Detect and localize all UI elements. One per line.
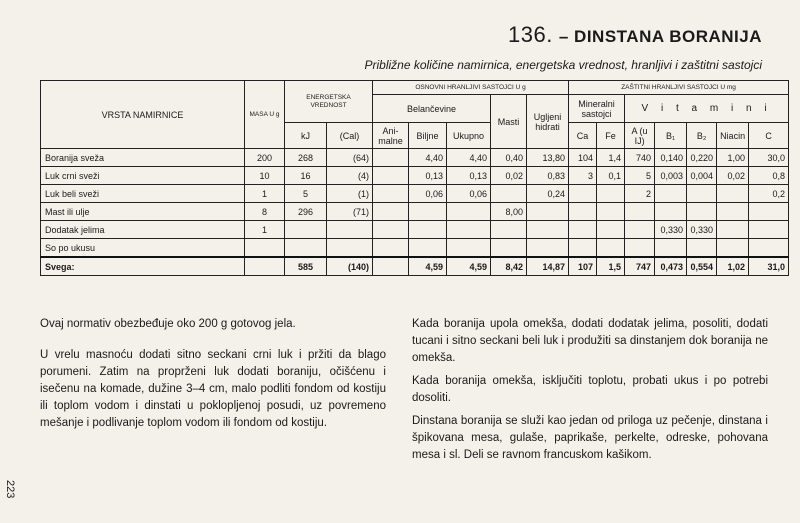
normative-note: Ovaj normativ obezbeđuje oko 200 g gotovog jela. [40,318,296,330]
cell-carbs: 0,24 [527,185,569,203]
cell-mass: 200 [245,149,285,167]
cell-b1 [655,203,687,221]
cell-vit-a: 740 [625,149,655,167]
cell-ca [569,203,597,221]
cell-b1: 0,140 [655,149,687,167]
cell-b2: 0,554 [687,257,717,276]
header-vit-a: A (u IJ) [625,123,655,149]
cell-carbs [527,203,569,221]
cell-vit-a [625,239,655,258]
cell-mass [245,257,285,276]
table-row [41,239,789,258]
header-ca: Ca [569,123,597,149]
header-energy: ENERGETSKA VREDNOST [285,81,373,123]
cell-carbs: 0,83 [527,167,569,185]
preparation-paragraph: U vrelu masnoću dodati sitno seckani crni luk i pržiti da blago porumeni. Zatim na proprženi luk dodati boraniju, očišćenu i isečenu na komade, dužine 3–4 cm, malo podliti fondom od kostiju ili toplom vodom i dinstati u poklopljenoj posudi, uz povremeno mešanje i podlivanje toplom vodom ili fondom od kostiju. [40,349,386,429]
cell-plant: 0,13 [409,167,447,185]
cell-name: Luk beli sveži [41,185,245,203]
cell-cal: (64) [327,149,373,167]
header-ingredient: VRSTA NAMIRNICE [41,81,245,149]
header-total: Ukupno [447,123,491,149]
cell-fe: 1,5 [597,257,625,276]
cell-niacin: 0,02 [717,167,749,185]
cell-cal [327,221,373,239]
cell-b2 [687,185,717,203]
recipe-number: 136. [508,22,553,47]
table-row [41,221,789,239]
table-row [41,185,789,203]
cell-plant: 4,40 [409,149,447,167]
cell-b1: 0,473 [655,257,687,276]
cell-ca: 107 [569,257,597,276]
cell-mass: 1 [245,221,285,239]
cell-niacin: 1,00 [717,149,749,167]
cell-fats [491,239,527,258]
header-minerals: Mineralni sastojci [569,95,625,123]
cell-animal [373,203,409,221]
cell-fe [597,185,625,203]
cell-b1 [655,185,687,203]
cell-fats: 8,00 [491,203,527,221]
cell-fats [491,221,527,239]
paragraph-2: Kada boranija omekša, isključiti toplotu, probati ukus i po potrebi dosoliti. [412,375,768,404]
table-row [41,203,789,221]
cell-total [447,239,491,258]
cell-vit-a: 5 [625,167,655,185]
cell-carbs: 14,87 [527,257,569,276]
cell-vit-c: 31,0 [749,257,789,276]
table-row [41,167,789,185]
recipe-name: – DINSTANA BORANIJA [558,27,762,46]
paragraph-3: Dinstana boranija se služi kao jedan od priloga uz pečenje, dinstana i špikovana mesa, gulaše, paprikaše, perkelte, odreske, pohovana mesa i sl. Deli se ravnom francuskom kašikom. [412,415,768,461]
cell-plant: 4,59 [409,257,447,276]
header-plant: Biljne [409,123,447,149]
cell-total: 4,40 [447,149,491,167]
cell-vit-c [749,239,789,258]
cell-name: Boranija sveža [41,149,245,167]
right-text-column [412,316,768,470]
cell-vit-a [625,221,655,239]
header-mass: MASA U g [245,81,285,149]
cell-cal: (140) [327,257,373,276]
header-protective-nutrients: ZAŠTITNI HRANLJIVI SASTOJCI U mg [569,81,789,95]
cell-niacin: 1,02 [717,257,749,276]
cell-carbs [527,221,569,239]
cell-kj: 585 [285,257,327,276]
cell-total [447,203,491,221]
cell-name: So po ukusu [41,239,245,258]
header-basic-nutrients: OSNOVNI HRANLJIVI SASTOJCI U g [373,81,569,95]
cell-fe: 0,1 [597,167,625,185]
cell-plant: 0,06 [409,185,447,203]
cell-plant [409,221,447,239]
cell-fats: 0,40 [491,149,527,167]
cell-total [447,221,491,239]
cell-animal [373,239,409,258]
header-fe: Fe [597,123,625,149]
nutrition-table [40,80,789,276]
header-carbs: Ugljeni hidrati [527,95,569,149]
cell-b2: 0,220 [687,149,717,167]
header-kj: kJ [285,123,327,149]
cell-mass [245,239,285,258]
cell-vit-c: 0,8 [749,167,789,185]
cell-cal: (1) [327,185,373,203]
cell-fe [597,203,625,221]
cell-fats [491,185,527,203]
left-text-column [40,316,386,438]
cell-name: Dodatak jelima [41,221,245,239]
cell-niacin [717,203,749,221]
cell-cal: (4) [327,167,373,185]
cell-fe [597,221,625,239]
recipe-title [508,22,762,48]
header-animal: Ani-malne [373,123,409,149]
cell-b2: 0,004 [687,167,717,185]
cell-vit-c: 0,2 [749,185,789,203]
cell-niacin [717,221,749,239]
header-proteins: Belančevine [373,95,491,123]
header-b2: B₂ [687,123,717,149]
cell-kj: 16 [285,167,327,185]
cell-vit-c [749,203,789,221]
cell-b1 [655,239,687,258]
cell-animal [373,185,409,203]
cell-ca: 3 [569,167,597,185]
cell-ca [569,221,597,239]
cell-mass: 8 [245,203,285,221]
cell-fats: 8,42 [491,257,527,276]
paragraph-1: Kada boranija upola omekša, dodati dodatak jelima, posoliti, dodati tucani i sitno seckani beli luk i produžiti sa dinstanjem dok boranija ne omekša. [412,318,768,364]
cell-total: 4,59 [447,257,491,276]
cell-b2 [687,239,717,258]
cell-b2: 0,330 [687,221,717,239]
table-body [41,149,789,276]
cell-vit-c [749,221,789,239]
cell-animal [373,221,409,239]
cell-kj: 5 [285,185,327,203]
header-niacin: Niacin [717,123,749,149]
cell-cal [327,239,373,258]
cell-kj: 268 [285,149,327,167]
cell-mass: 1 [245,185,285,203]
cell-kj: 296 [285,203,327,221]
cell-plant [409,239,447,258]
cell-name: Svega: [41,257,245,276]
table-total-row [41,257,789,276]
cell-fe: 1,4 [597,149,625,167]
cell-total: 0,06 [447,185,491,203]
page-number: 223 [4,480,16,499]
cell-ca [569,185,597,203]
table-row [41,149,789,167]
cell-mass: 10 [245,167,285,185]
cell-niacin [717,239,749,258]
cell-name: Luk crni sveži [41,167,245,185]
cell-cal: (71) [327,203,373,221]
cell-animal [373,257,409,276]
cell-fats: 0,02 [491,167,527,185]
cell-vit-c: 30,0 [749,149,789,167]
cell-vit-a: 747 [625,257,655,276]
cell-plant [409,203,447,221]
cell-name: Mast ili ulje [41,203,245,221]
header-vitamins: V i t a m i n i [625,95,789,123]
cell-kj [285,221,327,239]
cell-ca: 104 [569,149,597,167]
cell-fe [597,239,625,258]
header-vit-c: C [749,123,789,149]
table-subtitle: Približne količine namirnica, energetska vrednost, hranljivi i zaštitni sastojci [364,58,762,72]
cell-animal [373,167,409,185]
header-fats: Masti [491,95,527,149]
header-cal: (Cal) [327,123,373,149]
cell-total: 0,13 [447,167,491,185]
cell-b2 [687,203,717,221]
cell-animal [373,149,409,167]
cell-vit-a: 2 [625,185,655,203]
cell-vit-a [625,203,655,221]
cell-kj [285,239,327,258]
header-b1: B₁ [655,123,687,149]
cell-b1: 0,003 [655,167,687,185]
cell-carbs: 13,80 [527,149,569,167]
cell-ca [569,239,597,258]
cell-niacin [717,185,749,203]
cell-b1: 0,330 [655,221,687,239]
cell-carbs [527,239,569,258]
